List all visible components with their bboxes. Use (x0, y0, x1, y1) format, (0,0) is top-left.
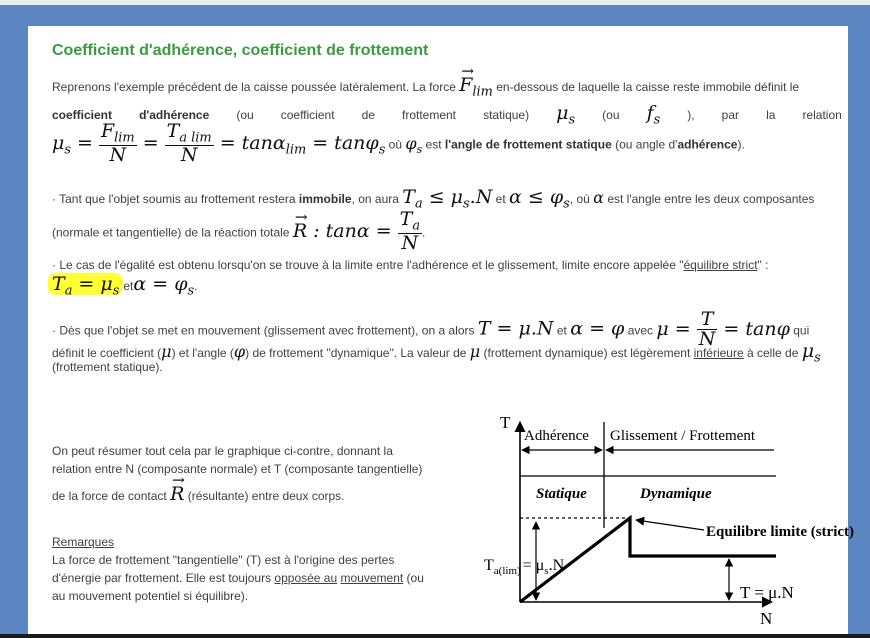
bullet3-line3: (frottement statique). (52, 360, 163, 374)
p1-line1: Reprenons l'exemple précédent de la caisse poussée latéralement. La force → $F_{lim}$ en-dessous de laquelle la caisse reste immobile définit le (52, 74, 842, 100)
formula-relation: $\mu_s$ = $\frac{F_{lim}}{N}$ = $\frac{T_{a lim}}{N}$ = tanα$_{lim}$ = tanφ$_s$ (52, 120, 386, 167)
remarks-line3: au mouvement potentiel si équilibre). (52, 589, 249, 603)
bullet3-line2: définit le coefficient (μ) et l'angle (φ) de frottement "dynamique". La valeur de μ (frottement dynamique) est légèrement inférieure à celle de $\mu_s$ (52, 340, 821, 366)
page-title: Coefficient d'adhérence, coefficient de frottement (52, 42, 429, 59)
formula-alpha-le: $\alpha \le \varphi_s$ (509, 186, 570, 212)
friction-graph (440, 402, 855, 632)
summary-line3: de la force de contact → R (résultante) entre deux corps. (52, 483, 345, 505)
bullet1-line2: (normale et tangentielle) de la réaction totale → R : tanα = $\frac{T_a}{N}$ . (52, 210, 425, 253)
bullet2-line1: · Le cas de l'égalité est obtenu lorsqu'on se trouve à la limite entre l'adhérence et le glissement, limite encore appelée "équilibre strict" : (52, 258, 769, 272)
document-sheet (28, 26, 855, 638)
bullet1-line1: · Tant que l'objet soumis au frottement restera immobile, on aura $T_a \le \mu_s.N$ et $\alpha \le \varphi_s$, où α est l'angle entre les deux composantes (52, 186, 815, 212)
top-bar (0, 0, 870, 5)
remarks-line1: La force de frottement "tangentielle" (T) est à l'origine des pertes (52, 553, 395, 567)
bullet3-line1: · Dès que l'objet se met en mouvement (glissement avec frottement), on a alors T = μ.N et α = φ avec μ = $\frac{T}{N}$ = tanφ qui (52, 308, 810, 350)
formula-ta-le: $T_a \le \mu_s.N$ (402, 186, 493, 212)
y-axis-label: T (500, 413, 511, 432)
x-axis-label: N (760, 609, 773, 628)
label-equilibre: Equilibre limite (strict) (706, 524, 855, 540)
p1-line2: coefficient d'adhérence (ou coefficient de frottement statique) $\mu_s$ (ou $f_s$ ), par la relation (52, 102, 842, 128)
summary-line1: On peut résumer tout cela par le graphique ci-contre, donnant la (52, 444, 393, 458)
t-mu-label: T = μ.N (740, 583, 794, 602)
formula-f-s: $f_s$ (646, 102, 661, 128)
bottom-bar (0, 634, 870, 638)
formula-r-tan: → R : tanα = $\frac{T_a}{N}$ (293, 220, 422, 242)
label-adherence: Adhérence (524, 428, 589, 444)
remarks-line2: d'énergie par frottement. Elle est toujours opposée au mouvement (ou (52, 571, 424, 585)
label-glissement: Glissement / Frottement (610, 428, 755, 444)
formula-f-lim: → $F_{lim}$ (459, 74, 493, 96)
label-statique: Statique (536, 486, 587, 502)
ta-lim-label: $T_{a(lim)} = \mu_s.N$ (484, 557, 565, 577)
bullet2-line2: $T_a = \mu_s$ $et\alpha = \varphi_s$. (48, 273, 198, 299)
summary-line2: relation entre N (composante normale) et T (composante tangentielle) (52, 462, 423, 476)
label-dynamique: Dynamique (640, 486, 712, 502)
p1-line3: $\mu_s$ = $\frac{F_{lim}}{N}$ = $\frac{T_{a lim}}{N}$ = tanα$_{lim}$ = tanφ$_s$ où $\varphi_s$ est l'angle de frottement statique (ou angle d'adhérence). (52, 120, 745, 167)
formula-mu-s: $\mu_s$ (556, 102, 576, 128)
formula-mu-tan: μ = $\frac{T}{N}$ = tanφ (656, 308, 790, 350)
equilibre-strict-term: équilibre strict (683, 258, 758, 272)
remarks-heading: Remarques (52, 535, 115, 549)
highlighted-formula: $T_a = \mu_s$ (48, 273, 123, 295)
equilibre-pointer (636, 520, 704, 530)
